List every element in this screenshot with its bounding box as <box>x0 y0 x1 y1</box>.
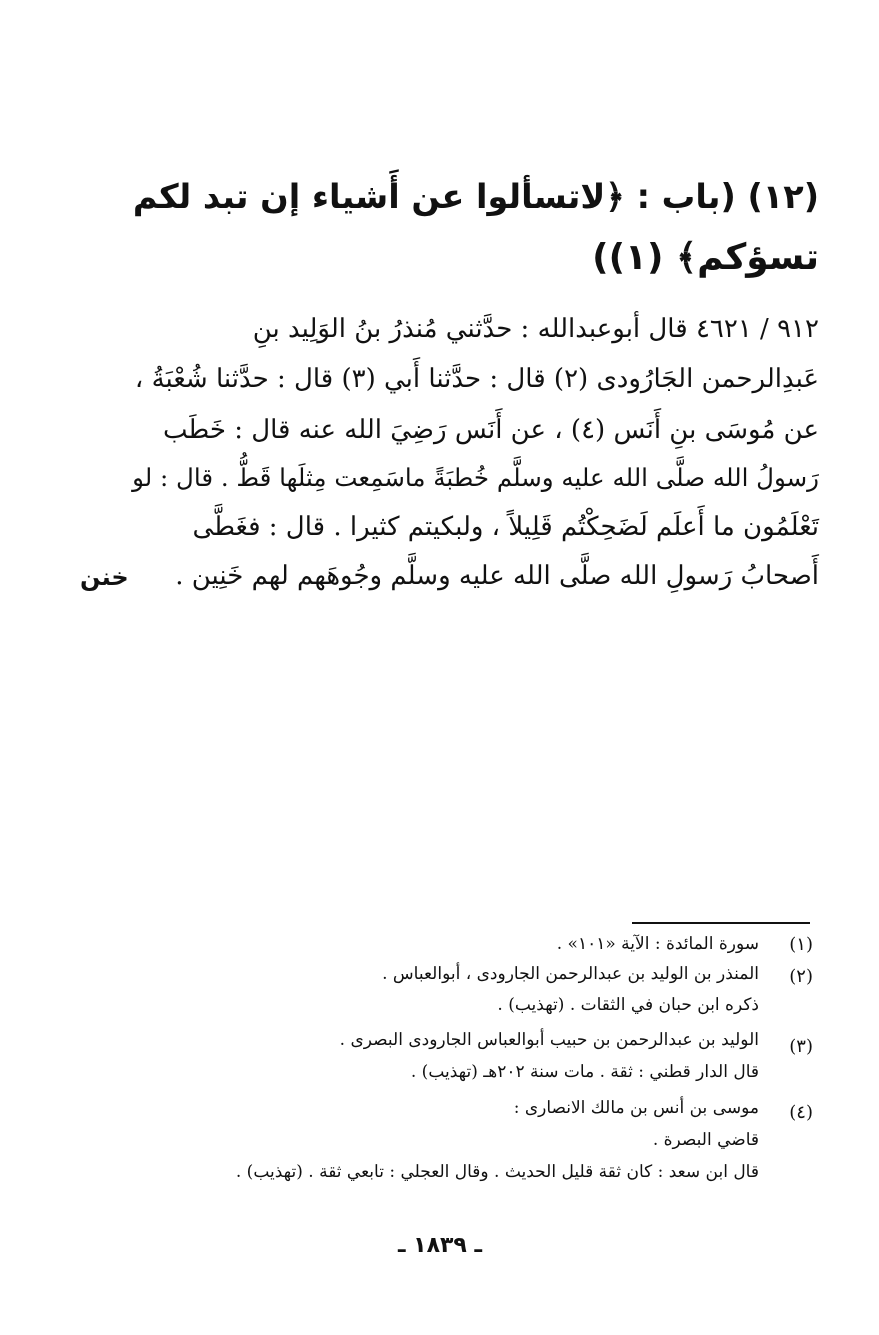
hadith-line: تَعْلَمُون ما أَعلَم لَضَحِكْتُم قَلِيلاً ، ولبكيتم كثيرا . قال : فغَطَّى <box>192 512 819 542</box>
footnote-text: قال الدار قطني : ثقة . مات سنة ٢٠٢هـ (تهذيب) . <box>410 1062 759 1082</box>
footnote-text: الوليد بن عبدالرحمن بن حبيب أبوالعباس الجارودى البصرى . <box>339 1030 759 1050</box>
footnote-text: سورة المائدة : الآية «١٠١» . <box>556 934 759 954</box>
footnote-text: قال ابن سعد : كان ثقة قليل الحديث . وقال العجلي : تابعي ثقة . (تهذيب) . <box>235 1162 759 1182</box>
margin-keyword: خنن <box>80 563 129 591</box>
page-number: ـ ١٨٣٩ ـ <box>397 1233 483 1258</box>
hadith-line: رَسولُ الله صلَّى الله عليه وسلَّم خُطبَةً ماسَمِعت مِثلَها قَطُّ . قال : لو <box>132 463 819 492</box>
hadith-line: عن مُوسَى بنِ أَنَس (٤) ، عن أَنَس رَضِيَ الله عنه قال : خَطَب <box>163 415 819 445</box>
footnote-number: (١) <box>789 934 813 955</box>
footnote-number: (٣) <box>789 1036 813 1057</box>
footnote-text: موسى بن أنس بن مالك الانصارى : <box>513 1098 759 1118</box>
hadith-line: أَصحابُ رَسولِ الله صلَّى الله عليه وسلَّم وجُوهَهم لهم خَنِين . <box>175 561 819 591</box>
footnote-text: ذكره ابن حبان في الثقات . (تهذيب) . <box>497 995 759 1015</box>
footnote-text: المنذر بن الوليد بن عبدالرحمن الجارودى ، أبوالعباس . <box>382 964 759 984</box>
hadith-line: عَبدِالرحمن الجَارُودى (٢) قال : حدَّثنا أَبي (٣) قال : حدَّثنا شُعْبَةُ ، <box>134 364 819 394</box>
chapter-heading-line-1: (١٢) (باب : ﴿لاتسألوا عن أَشياء إن تبد لكم <box>132 177 819 216</box>
footnote-number: (٤) <box>789 1102 813 1123</box>
footnote-separator <box>632 922 810 924</box>
chapter-heading-line-2: تسؤكم﴾ (١)) <box>592 237 819 278</box>
footnote-text: قاضي البصرة . <box>652 1130 759 1150</box>
hadith-line: ٩١٢ / ٤٦٢١ قال أبوعبدالله : حدَّثني مُنذرُ بنُ الوَلِيد بنِ <box>252 314 819 344</box>
footnote-number: (٢) <box>789 966 813 987</box>
